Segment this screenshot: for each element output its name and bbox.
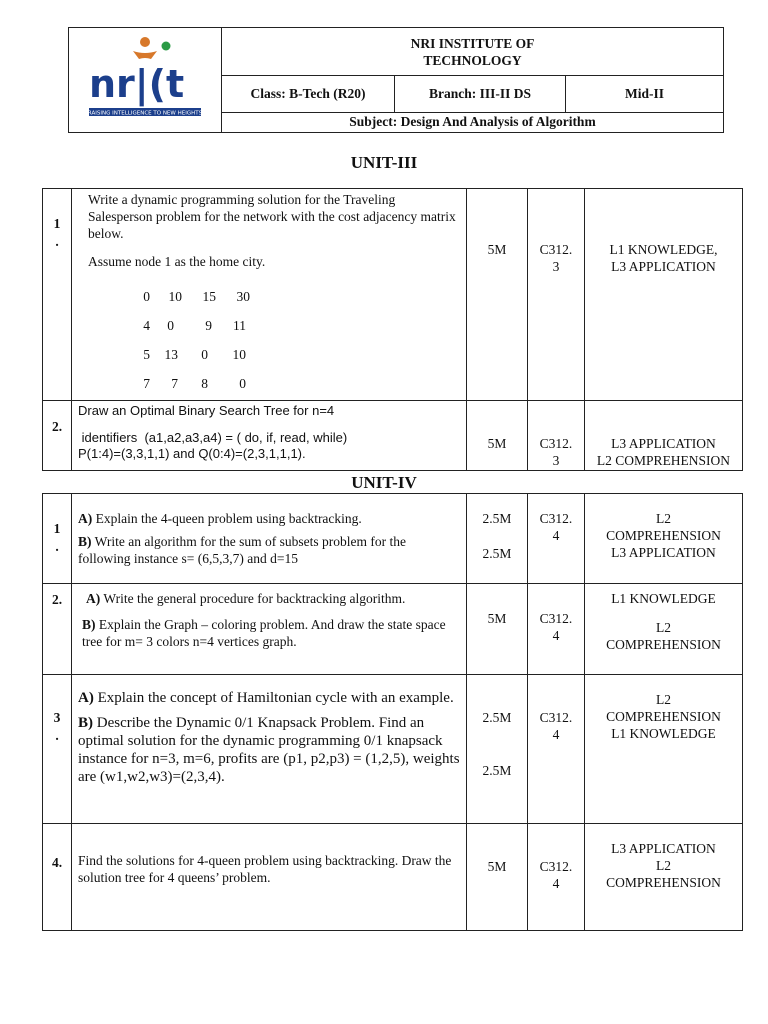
course-outcome-cell: C312. 3 bbox=[528, 401, 585, 471]
level-cell: L1 KNOWLEDGE L2 COMPREHENSION bbox=[585, 584, 743, 675]
course-outcome-cell: C312. 4 bbox=[528, 675, 585, 824]
question-number: 2. bbox=[43, 584, 72, 675]
question-number: 4. bbox=[43, 824, 72, 931]
part-a: A) Explain the 4-queen problem using backtracking. bbox=[78, 511, 362, 526]
matrix-row: 0 10 15 30 bbox=[143, 289, 250, 304]
question-number: 1 . bbox=[43, 494, 72, 584]
question-number: 1 . bbox=[43, 189, 72, 401]
logo-text: nr|(t bbox=[89, 61, 185, 106]
marks-cell: 5M bbox=[467, 401, 528, 471]
question-line-3: P(1:4)=(3,3,1,1) and Q(0:4)=(2,3,1,1,1). bbox=[78, 446, 306, 461]
level-cell: L2 COMPREHENSION L1 KNOWLEDGE bbox=[585, 675, 743, 824]
part-b: B) Describe the Dynamic 0/1 Knapsack Problem. Find an optimal solution for the dynamic programming 0/1 knapsack instance for n=3, m=6, profits are (p1, p2,p3) = (1,2,5), weights are (w1,w2,w3)=(2,3,4). bbox=[78, 715, 460, 785]
course-outcome-cell: C312. 3 bbox=[528, 189, 585, 401]
question-text-cell bbox=[72, 401, 467, 471]
table-row bbox=[43, 824, 743, 931]
level-cell: L3 APPLICATION L2 COMPREHENSION bbox=[585, 824, 743, 931]
part-a: A) Write the general procedure for backtracking algorithm. bbox=[86, 591, 406, 606]
unit4-table bbox=[42, 493, 743, 931]
matrix-row: 7 7 8 0 bbox=[143, 376, 246, 391]
level-cell: L1 KNOWLEDGE, L3 APPLICATION bbox=[585, 189, 743, 401]
question-text-cell: Find the solutions for 4-queen problem using backtracking. Draw the solution tree for 4 queens’ problem. bbox=[72, 824, 467, 931]
marks-cell: 5M bbox=[467, 584, 528, 675]
subject-cell: Subject: Design And Analysis of Algorithm bbox=[222, 112, 724, 132]
table-row bbox=[43, 494, 743, 584]
table-row bbox=[43, 401, 743, 471]
unit4-title: UNIT-IV bbox=[351, 473, 417, 492]
level-cell: L2 COMPREHENSION L3 APPLICATION bbox=[585, 494, 743, 584]
course-outcome-cell: C312. 4 bbox=[528, 494, 585, 584]
question-text-cell bbox=[72, 584, 467, 675]
marks-cell: 2.5M 2.5M bbox=[467, 494, 528, 584]
part-b: B) Write an algorithm for the sum of subsets problem for the following instance s= (6,5,3,7) and d=15 bbox=[78, 534, 407, 566]
marks-cell: 2.5M 2.5M bbox=[467, 675, 528, 824]
level-cell: L3 APPLICATION L2 COMPREHENSION bbox=[585, 401, 743, 471]
table-row bbox=[43, 189, 743, 401]
question-number: 2. bbox=[43, 401, 72, 471]
question-text-2: Assume node 1 as the home city. bbox=[88, 254, 266, 269]
question-text: Write a dynamic programming solution for the Traveling Salesperson problem for the network with the cost adjacency matrix below. bbox=[88, 192, 456, 241]
question-line-1: Draw an Optimal Binary Search Tree for n=4 bbox=[78, 403, 335, 418]
cost-matrix bbox=[78, 282, 460, 398]
question-line-2: identifiers (a1,a2,a3,a4) = ( do, if, read, while) bbox=[78, 430, 348, 445]
matrix-row: 4 0 9 11 bbox=[143, 318, 246, 333]
header-table bbox=[68, 27, 724, 133]
part-a: A) Explain the concept of Hamiltonian cycle with an example. bbox=[78, 690, 454, 706]
institute-name: NRI INSTITUTE OF bbox=[410, 35, 535, 51]
question-number: 3 . bbox=[43, 675, 72, 824]
course-outcome-cell: C312. 4 bbox=[528, 824, 585, 931]
question-text-cell bbox=[72, 494, 467, 584]
branch-cell: Branch: III-II DS bbox=[395, 76, 566, 112]
unit3-table bbox=[42, 188, 743, 471]
institute-name-cell bbox=[222, 28, 724, 76]
table-row bbox=[43, 675, 743, 824]
marks-cell: 5M bbox=[467, 189, 528, 401]
matrix-row: 5 13 0 10 bbox=[143, 347, 246, 362]
course-outcome-cell: C312. 4 bbox=[528, 584, 585, 675]
question-text-cell bbox=[72, 189, 467, 401]
logo-cell bbox=[69, 28, 222, 133]
unit3-title: UNIT-III bbox=[350, 153, 418, 172]
logo-tagline: RAISING INTELLIGENCE TO NEW HEIGHTS bbox=[87, 110, 203, 116]
class-cell: Class: B-Tech (R20) bbox=[222, 76, 395, 112]
part-b: B) Explain the Graph – coloring problem. And draw the state space tree for m= 3 colors n=4 vertices graph. bbox=[82, 617, 446, 649]
exam-cell: Mid-II bbox=[566, 76, 724, 112]
question-text-cell bbox=[72, 675, 467, 824]
institute-name-line2: TECHNOLOGY bbox=[423, 52, 522, 68]
institute-logo bbox=[85, 33, 205, 123]
marks-cell: 5M bbox=[467, 824, 528, 931]
table-row bbox=[43, 584, 743, 675]
